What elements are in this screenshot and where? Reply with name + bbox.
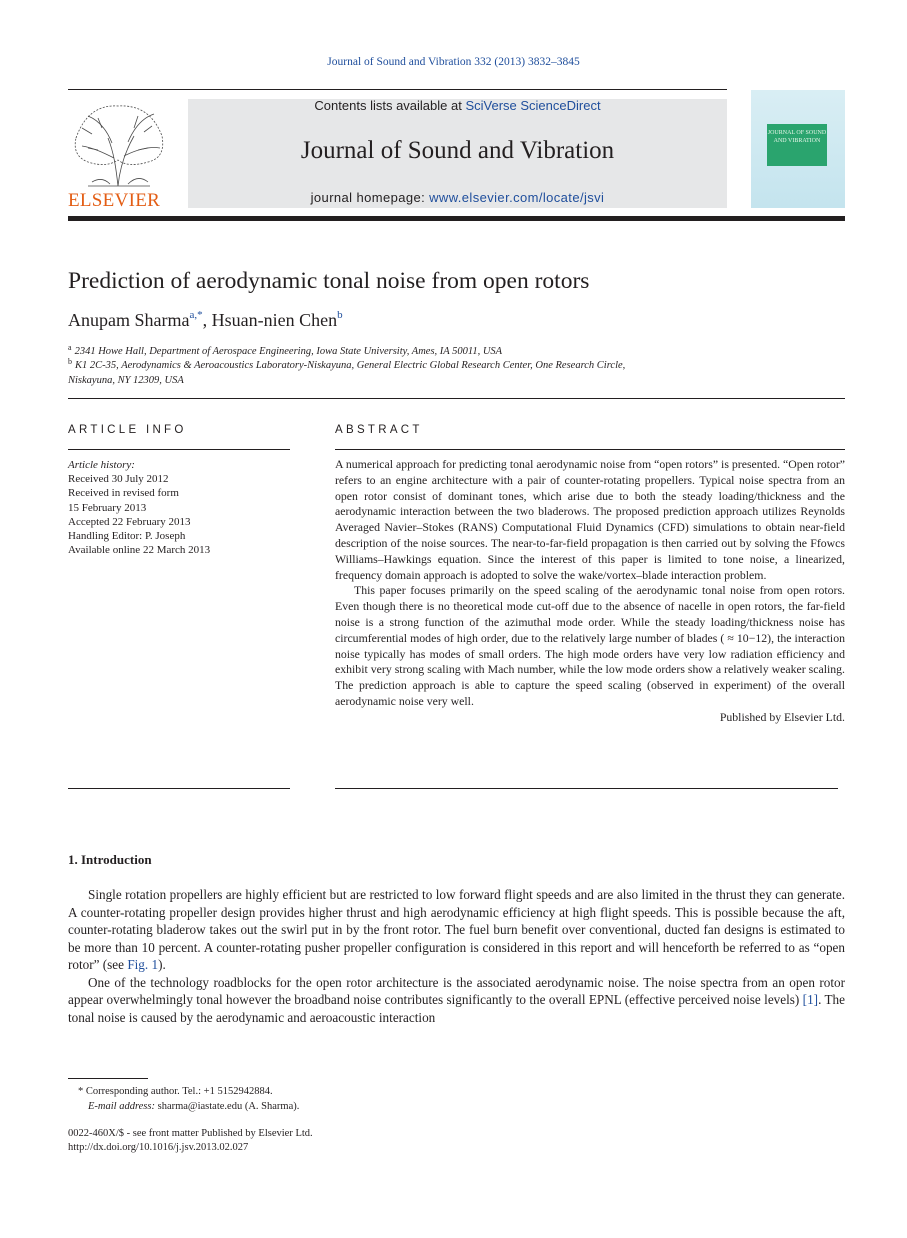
intro-text: ). <box>158 957 166 972</box>
history-line: Received in revised form <box>68 487 179 500</box>
intro-paragraph <box>68 974 845 1027</box>
article-info-heading: ARTICLE INFO <box>68 424 187 436</box>
issn-line: 0022-460X/$ - see front matter Published by Elsevier Ltd. <box>68 1128 313 1139</box>
history-line: Handling Editor: P. Joseph <box>68 530 186 543</box>
intro-text: . The tonal noise is caused by the aerodynamic and aeroacoustic interaction <box>68 992 845 1025</box>
intro-text: Single rotation propellers are highly efficient but are restricted to low forward flight speeds and are also limited in the thrust they can generate. A counter-rotating propeller design provides higher thrust and high aerodynamic efficiency at high flight speeds. This is possible because the aft, counter-rotating bladerow takes out the swirl put in by the front rotor. The fuel burn benefit over conventional, ducted fan designs is estimated to be more than 10 percent. A counter-rotating pusher propeller configuration is considered in this report and will henceforth be referred to as “open rotor” (see <box>68 887 845 972</box>
homepage-prefix: journal homepage: <box>310 190 430 205</box>
homepage-line <box>188 190 727 205</box>
email-label: E-mail address: <box>88 1101 155 1112</box>
affil-text: 2341 Howe Hall, Department of Aerospace Engineering, Iowa State University, Ames, IA 50011, USA <box>74 346 503 357</box>
corresponding-author-note: * Corresponding author. Tel.: +1 5152942884. <box>78 1086 273 1097</box>
history-label: Article history: <box>68 459 135 471</box>
affil-text: Niskayuna, NY 12309, USA <box>68 374 184 386</box>
affil-text: K1 2C-35, Aerodynamics & Aeroacoustics Laboratory-Niskayuna, General Electric Global Research Center, One Research Circle, <box>75 360 626 371</box>
sciencedirect-link[interactable]: SciVerse ScienceDirect <box>465 98 601 113</box>
article-history <box>68 458 210 557</box>
abstract-rule <box>335 449 845 450</box>
abstract-paragraph: A numerical approach for predicting tonal aerodynamic noise from “open rotors” is presented. “Open rotor” refers to an engine architecture with a pair of counter-rotating propellers. Typical noise spectra from an open rotor consist of dominant tones, which arise due to both the steady loading/thickness and the aerodynamic interaction between the two bladerows. The proposed prediction approach utilizes Reynolds Averaged Navier–Stokes (RANS) Computational Fluid Dynamics (CFD) simulations to obtain near-field description of the noise sources. The near-to-far-field propagation is then carried out by solving the Ffowcs Williams–Hawkings equation. Since the interest of this paper is limited to tone noise, a linearized, frequency domain approach is adopted to solve the wake/vortex–blade interaction problem. <box>335 457 845 582</box>
elsevier-wordmark: ELSEVIER <box>68 190 161 211</box>
contents-line <box>188 98 727 113</box>
cover-title: JOURNAL OF SOUND AND VIBRATION <box>767 124 827 166</box>
author-affil-mark[interactable]: b <box>337 309 343 321</box>
header-rule <box>68 89 727 90</box>
intro-paragraph <box>68 886 845 974</box>
author-name[interactable]: Anupam Sharma <box>68 310 190 330</box>
title-divider <box>68 398 845 399</box>
contents-prefix: Contents lists available at <box>314 98 466 113</box>
doi-link[interactable]: http://dx.doi.org/10.1016/j.jsv.2013.02.027 <box>68 1142 249 1153</box>
history-line: Available online 22 March 2013 <box>68 544 211 557</box>
abstract-body <box>335 457 845 726</box>
affiliation-b <box>68 355 625 388</box>
abstract-bottom-rule <box>335 788 838 789</box>
introduction-body <box>68 886 845 1026</box>
article-info-bottom-rule <box>68 788 290 789</box>
article-title: Prediction of aerodynamic tonal noise from open rotors <box>68 268 590 294</box>
journal-cover-thumbnail <box>751 90 845 208</box>
history-line: Accepted 22 February 2013 <box>68 515 191 528</box>
journal-citation[interactable]: Journal of Sound and Vibration 332 (2013) 3832–3845 <box>327 56 580 68</box>
history-line: Received 30 July 2012 <box>68 473 169 486</box>
abstract-publisher: Published by Elsevier Ltd. <box>719 709 845 724</box>
journal-name: Journal of Sound and Vibration <box>300 137 615 164</box>
author-separator: , <box>202 310 212 330</box>
homepage-link[interactable]: www.elsevier.com/locate/jsvi <box>429 190 605 205</box>
email-note <box>88 1099 299 1114</box>
reference-link[interactable]: [1] <box>802 992 819 1007</box>
abstract-paragraph: This paper focuses primarily on the speed scaling of the aerodynamic tonal noise from open rotors. Even though there is no theoretical mode cut-off due to the absence of nacelle in open rotors, the far-field noise is a strong function of the azimuthal mode order. While the steady loading/thickness noise has circumferential modes of high order, due to the relatively large number of blades ( ≈ 10−12), the interaction noise typically has modes of small orders. The high mode orders have very low radiation efficiency and exhibit very strong scaling with Mach number, while the low mode orders show a relatively weaker scaling. The prediction approach is able to capture the speed scaling (observed in experiment) of the overall aerodynamic noise very well. <box>335 583 845 708</box>
author-affil-mark[interactable]: a,* <box>189 309 203 321</box>
article-info-rule <box>68 449 290 450</box>
affil-mark: a <box>68 343 72 352</box>
author-list <box>68 309 343 331</box>
intro-text: One of the technology roadblocks for the open rotor architecture is the associated aerodynamic noise. The noise spectra from an open rotor appear overwhelmingly tonal however the broadband noise contributes significantly to the overall EPNL (effective perceived noise levels) <box>68 974 845 1007</box>
email-address[interactable]: sharma@iastate.edu (A. Sharma). <box>154 1101 300 1112</box>
author-name[interactable]: Hsuan-nien Chen <box>211 310 338 330</box>
header-thick-rule <box>68 216 845 221</box>
abstract-heading: ABSTRACT <box>335 424 423 436</box>
affil-mark: b <box>68 357 72 366</box>
section-heading-introduction: 1. Introduction <box>68 852 152 867</box>
history-line: 15 February 2013 <box>68 501 147 514</box>
footnote-rule <box>68 1078 148 1079</box>
figure-link[interactable]: Fig. 1 <box>127 957 159 972</box>
